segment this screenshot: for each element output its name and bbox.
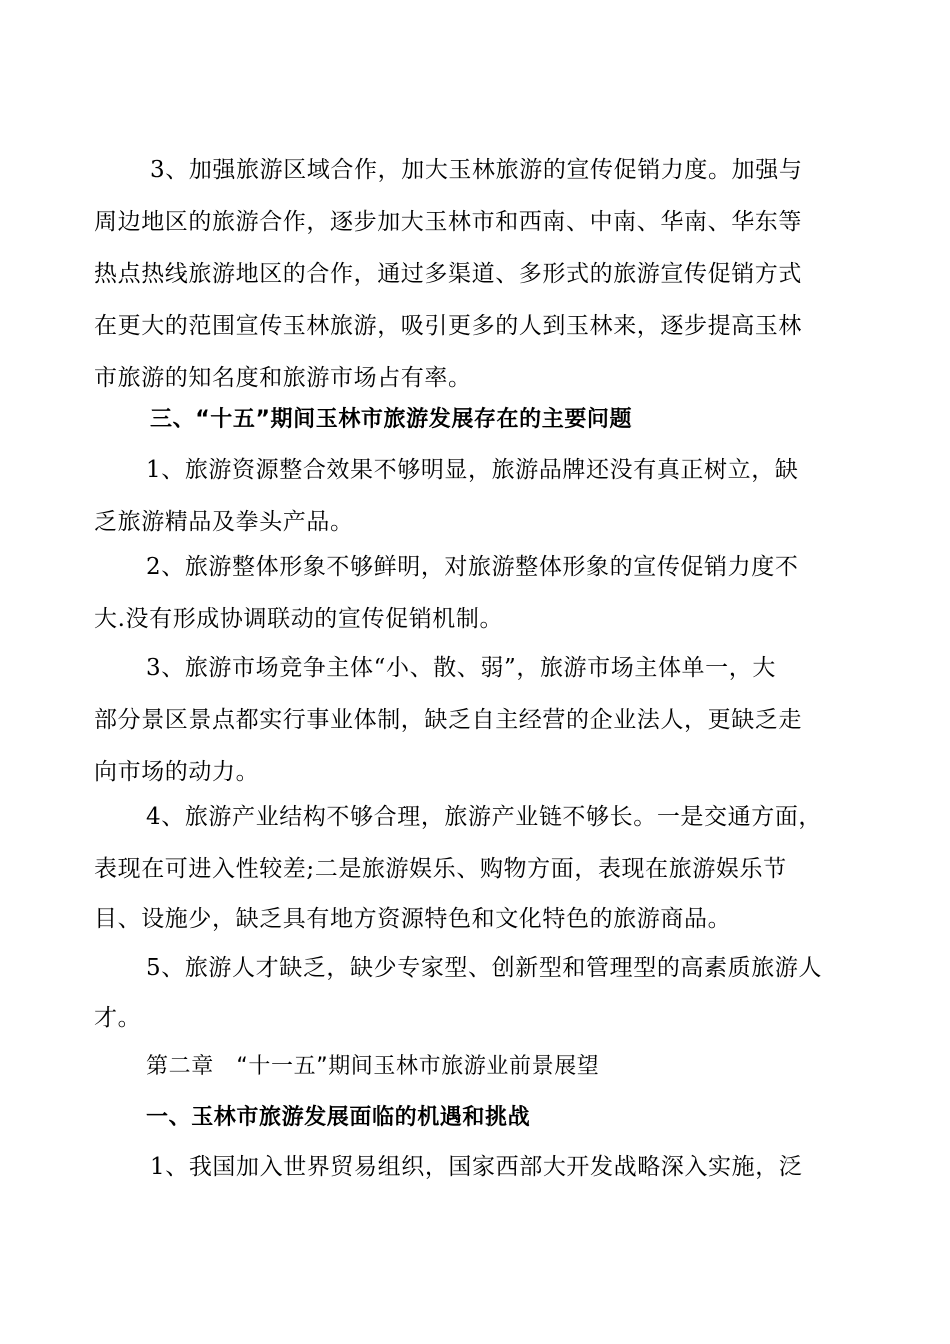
paragraph-line: 大.没有形成协调联动的宣传促销机制。 [94,606,504,632]
paragraph-line: 1、我国加入世界贸易组织，国家西部大开发战略深入实施，泛 [150,1154,803,1180]
paragraph-line: 表现在可进入性较差;二是旅游娱乐、购物方面，表现在旅游娱乐节 [94,856,787,882]
paragraph-line: 在更大的范围宣传玉林旅游，吸引更多的人到玉林来，逐步提高玉林 [94,313,802,339]
paragraph-line: 部分景区景点都实行事业体制，缺乏自主经营的企业法人，更缺乏走 [94,707,802,733]
paragraph-line: 3、加强旅游区域合作，加大玉林旅游的宣传促销力度。加强与 [150,157,803,183]
paragraph-line: 向市场的动力。 [94,759,260,785]
paragraph-line: 周边地区的旅游合作，逐步加大玉林市和西南、中南、华南、华东等 [94,209,802,235]
paragraph-line: 市旅游的知名度和旅游市场占有率。 [94,365,472,391]
section-heading-problems: 三、“十五”期间玉林市旅游发展存在的主要问题 [150,407,633,432]
paragraph-line: 乏旅游精品及拳头产品。 [94,509,354,535]
paragraph-line: 2、旅游整体形象不够鲜明，对旅游整体形象的宣传促销力度不 [146,554,799,580]
paragraph-line: 目、设施少，缺乏具有地方资源特色和文化特色的旅游商品。 [94,906,732,932]
paragraph-line: 1、旅游资源整合效果不够明显，旅游品牌还没有真正树立，缺 [146,457,799,483]
paragraph-line: 4、旅游产业结构不够合理，旅游产业链不够长。一是交通方面， [146,804,823,830]
paragraph-line: 热点热线旅游地区的合作，通过多渠道、多形式的旅游宣传促销方式 [94,261,802,287]
section-heading-opportunities: 一、玉林市旅游发展面临的机遇和挑战 [146,1105,531,1130]
chapter-title: 第二章 “十一五”期间玉林市旅游业前景展望 [146,1054,600,1079]
paragraph-line: 才。 [94,1005,142,1031]
paragraph-line: 3、旅游市场竞争主体“小、散、弱”，旅游市场主体单一，大 [146,655,776,681]
paragraph-line: 5、旅游人才缺乏，缺少专家型、创新型和管理型的高素质旅游人 [146,955,823,981]
